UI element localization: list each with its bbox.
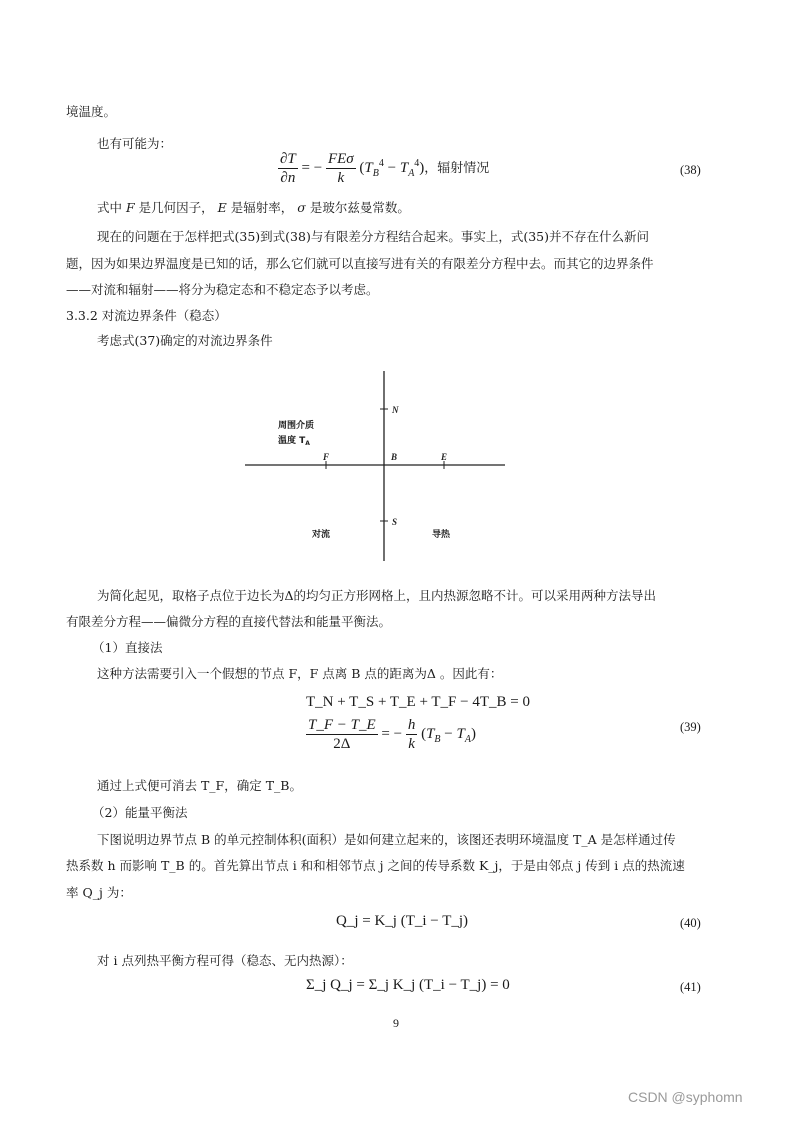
convection-label: 对流 xyxy=(312,530,331,540)
text: 是玻尔兹曼常数。 xyxy=(309,200,410,215)
text: 式中 xyxy=(97,200,123,215)
text-line: 有限差分方程——偏微分方程的直接代替法和能量平衡法。 xyxy=(66,614,392,629)
node-B-label: B xyxy=(391,452,398,462)
node-N-label: N xyxy=(392,405,399,415)
equation-39-line1: T_N + T_S + T_E + T_F − 4T_B = 0 xyxy=(306,694,530,710)
text-line: 通过上式便可消去 T_F，确定 T_B。 xyxy=(97,778,302,793)
text-line: 也有可能为： xyxy=(97,136,173,151)
page-number: 9 xyxy=(393,1016,399,1030)
denominator: ∂n xyxy=(280,170,296,186)
text-line: 考虑式(37)确定的对流边界条件 xyxy=(97,333,273,348)
denominator: k xyxy=(337,170,345,186)
symbol: E xyxy=(217,200,227,215)
watermark: CSDN @syphomn xyxy=(628,1089,743,1105)
text-line: 对 i 点列热平衡方程可得（稳态、无内热源）： xyxy=(97,953,353,968)
equation-39-line2: $\frac{T\_F - T\_E}{2\Delta}$ = − $\frac{h}{k}$ $(T_B - T_A)$ xyxy=(308,717,476,752)
fraction xyxy=(406,716,418,753)
numerator: ∂T xyxy=(280,151,296,167)
text-line: 为简化起见，取格子点位于边长为Δ的均匀正方形网格上，且内热源忽略不计。可以采用两种方法导出 xyxy=(97,588,657,603)
equation-38: $\frac{\partial T}{\partial n}$ = − $\frac{\text{FEσ}}{k}$ $(T_B^4 - T_A^4)$，辐射情况 xyxy=(280,151,490,186)
equation-number: (40) xyxy=(680,916,701,930)
equation-number: (39) xyxy=(680,720,701,734)
node-E-label: E xyxy=(441,452,448,462)
text-line: 境温度。 xyxy=(66,104,117,119)
denominator: 2Δ xyxy=(333,736,351,752)
medium-temp-sub: A xyxy=(305,440,310,447)
subheading: （2）能量平衡法 xyxy=(92,805,188,820)
text-line: 率 Q_j 为： xyxy=(66,885,132,900)
medium-label: 周围介质 xyxy=(278,421,315,431)
equation-number: (41) xyxy=(680,980,701,994)
text-line: 题，因为如果边界温度是已知的话，那么它们就可以直接写进有关的有限差分方程中去。而其它的边界条件 xyxy=(66,256,654,271)
text-line: 现在的问题在于怎样把式(35)到式(38)与有限差分方程结合起来。事实上，式(35)并不存在什么新问 xyxy=(97,229,649,244)
numerator: FEσ xyxy=(327,151,354,167)
node-F-label: F xyxy=(323,452,330,462)
text-line: 这种方法需要引入一个假想的节点 F，F 点离 B 点的距离为Δ 。因此有： xyxy=(97,666,503,681)
text: 是辐射率， xyxy=(230,200,294,215)
equation-41: Σ_j Q_j = Σ_j K_j (T_i − T_j) = 0 xyxy=(306,977,510,993)
symbol: σ xyxy=(297,200,306,215)
denominator: k xyxy=(408,736,415,752)
fraction xyxy=(306,716,378,753)
medium-temp-label xyxy=(278,434,310,447)
equation-number: (38) xyxy=(680,163,701,177)
text-line: 下图说明边界节点 B 的单元控制体积(面积）是如何建立起来的，该图还表明环境温度 T_A 是怎样通过传 xyxy=(97,832,676,847)
numerator: T_F − T_E xyxy=(308,717,376,733)
equation-note: ，辐射情况 xyxy=(424,160,490,176)
node-S-label: S xyxy=(392,517,398,527)
equation-40: Q_j = K_j (T_i − T_j) xyxy=(336,913,469,929)
subheading: （1）直接法 xyxy=(92,640,163,655)
numerator: h xyxy=(407,717,416,733)
text-line: 热系数 h 而影响 T_B 的。首先算出节点 i 和和相邻节点 j 之间的传导系数 K_j，于是由邻点 j 传到 i 点的热流速 xyxy=(66,858,685,873)
section-heading: 3.3.2 对流边界条件（稳态） xyxy=(66,308,227,323)
medium-temp-text: 温度 T xyxy=(278,436,306,446)
symbol: F xyxy=(126,200,135,215)
text: 是几何因子， xyxy=(138,200,214,215)
conduction-label: 导热 xyxy=(432,530,451,540)
text-line: ——对流和辐射——将分为稳定态和不稳定态予以考虑。 xyxy=(66,282,379,297)
